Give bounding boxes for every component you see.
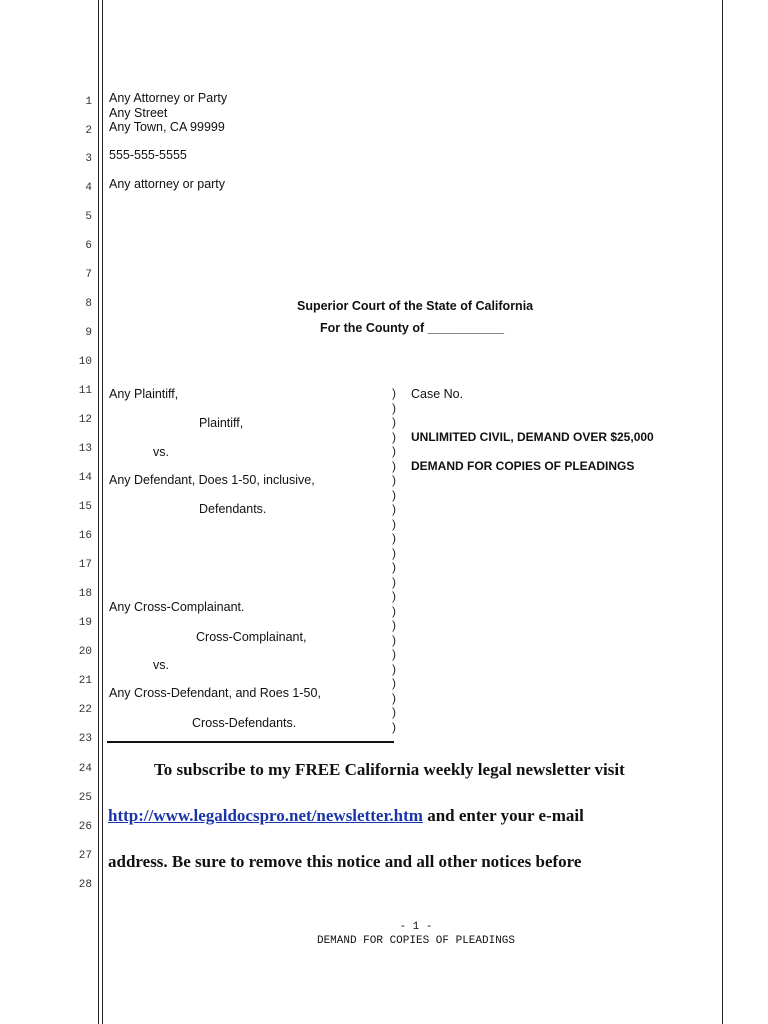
caption-parenthesis: ) bbox=[392, 589, 396, 603]
line-number: 1 bbox=[85, 96, 92, 108]
document-title: DEMAND FOR COPIES OF PLEADINGS bbox=[411, 459, 635, 473]
caption-parenthesis: ) bbox=[392, 618, 396, 632]
caption-parenthesis: ) bbox=[392, 429, 396, 444]
line-number: 7 bbox=[85, 269, 92, 281]
caption-parenthesis: ) bbox=[392, 400, 396, 415]
line-number: 5 bbox=[85, 211, 92, 223]
caption-parenthesis: ) bbox=[392, 458, 396, 473]
attorney-name: Any Attorney or Party bbox=[109, 91, 228, 105]
caption-parenthesis: ) bbox=[392, 690, 396, 705]
attorney-for-party: Any attorney or party bbox=[109, 177, 226, 191]
notice-line-1: To subscribe to my FREE California weekly legal newsletter visit bbox=[154, 760, 625, 779]
footer-page-number: - 1 - bbox=[399, 921, 433, 933]
attorney-street: Any Street bbox=[109, 106, 168, 120]
caption-parenthesis: ) bbox=[392, 560, 396, 574]
vs-label-2: vs. bbox=[153, 658, 169, 672]
line-number: 19 bbox=[78, 617, 92, 629]
line-number: 2 bbox=[85, 125, 92, 137]
caption-parenthesis: ) bbox=[392, 647, 396, 661]
caption-bottom-rule bbox=[107, 741, 394, 743]
line-number: 8 bbox=[85, 298, 92, 310]
caption-parenthesis: ) bbox=[392, 603, 396, 618]
newsletter-link[interactable]: http://www.legaldocspro.net/newsletter.htm bbox=[108, 806, 423, 825]
attorney-phone: 555-555-5555 bbox=[109, 148, 187, 162]
left-margin-rule-inner bbox=[102, 0, 103, 1024]
notice-line-2-rest: and enter your e-mail bbox=[422, 806, 584, 825]
defendant-name: Any Defendant, Does 1-50, inclusive, bbox=[109, 473, 315, 487]
caption-parenthesis: ) bbox=[392, 502, 396, 516]
caption-parenthesis: ) bbox=[392, 719, 396, 734]
line-number: 6 bbox=[85, 240, 92, 252]
caption-parenthesis: ) bbox=[392, 574, 396, 589]
line-number: 20 bbox=[78, 646, 92, 658]
notice-line-2 bbox=[108, 806, 584, 826]
line-number: 10 bbox=[78, 356, 92, 368]
line-number: 14 bbox=[78, 472, 92, 484]
line-number: 21 bbox=[78, 675, 92, 687]
footer-title: DEMAND FOR COPIES OF PLEADINGS bbox=[316, 935, 516, 947]
line-number: 17 bbox=[78, 559, 92, 571]
line-number: 3 bbox=[85, 153, 92, 165]
case-classification: UNLIMITED CIVIL, DEMAND OVER $25,000 bbox=[411, 430, 654, 444]
caption-parenthesis: ) bbox=[392, 531, 396, 545]
line-number: 15 bbox=[78, 501, 92, 513]
caption-parenthesis: ) bbox=[392, 516, 396, 531]
caption-parenthesis: ) bbox=[392, 415, 396, 429]
line-number: 26 bbox=[78, 821, 92, 833]
line-number: 9 bbox=[85, 327, 92, 339]
line-number: 22 bbox=[78, 704, 92, 716]
caption-parenthesis: ) bbox=[392, 661, 396, 676]
line-number: 4 bbox=[85, 182, 92, 194]
line-number: 25 bbox=[78, 792, 92, 804]
attorney-city: Any Town, CA 99999 bbox=[109, 120, 225, 134]
caption-parenthesis: ) bbox=[392, 705, 396, 719]
plaintiff-name: Any Plaintiff, bbox=[109, 387, 179, 401]
cross-defendant-role: Cross-Defendants. bbox=[192, 716, 297, 730]
line-number: 16 bbox=[78, 530, 92, 542]
notice-line-3: address. Be sure to remove this notice and all other notices before bbox=[108, 852, 582, 871]
line-number: 23 bbox=[78, 733, 92, 745]
plaintiff-role: Plaintiff, bbox=[199, 416, 244, 430]
cross-complainant-name: Any Cross-Complainant. bbox=[109, 600, 245, 614]
cross-defendant-name: Any Cross-Defendant, and Roes 1-50, bbox=[109, 686, 321, 700]
line-number: 12 bbox=[78, 414, 92, 426]
line-number: 28 bbox=[78, 879, 92, 891]
caption-parenthesis: ) bbox=[392, 487, 396, 502]
caption-parenthesis: ) bbox=[392, 545, 396, 560]
court-title: Superior Court of the State of California bbox=[297, 299, 534, 313]
caption-parenthesis: ) bbox=[392, 386, 396, 400]
line-number: 11 bbox=[78, 385, 92, 397]
line-number: 27 bbox=[78, 850, 92, 862]
caption-parenthesis: ) bbox=[392, 473, 396, 487]
cross-complainant-role: Cross-Complainant, bbox=[196, 630, 307, 644]
court-county: For the County of ___________ bbox=[320, 321, 505, 335]
line-number: 18 bbox=[78, 588, 92, 600]
line-number: 13 bbox=[78, 443, 92, 455]
line-number: 24 bbox=[78, 763, 92, 775]
caption-parenthesis: ) bbox=[392, 444, 396, 458]
defendant-role: Defendants. bbox=[199, 502, 267, 516]
vs-label-1: vs. bbox=[153, 445, 169, 459]
caption-parenthesis: ) bbox=[392, 632, 396, 647]
right-margin-rule bbox=[722, 0, 723, 1024]
caption-parenthesis: ) bbox=[392, 676, 396, 690]
case-number-label: Case No. bbox=[411, 387, 464, 401]
left-margin-rule-outer bbox=[98, 0, 99, 1024]
